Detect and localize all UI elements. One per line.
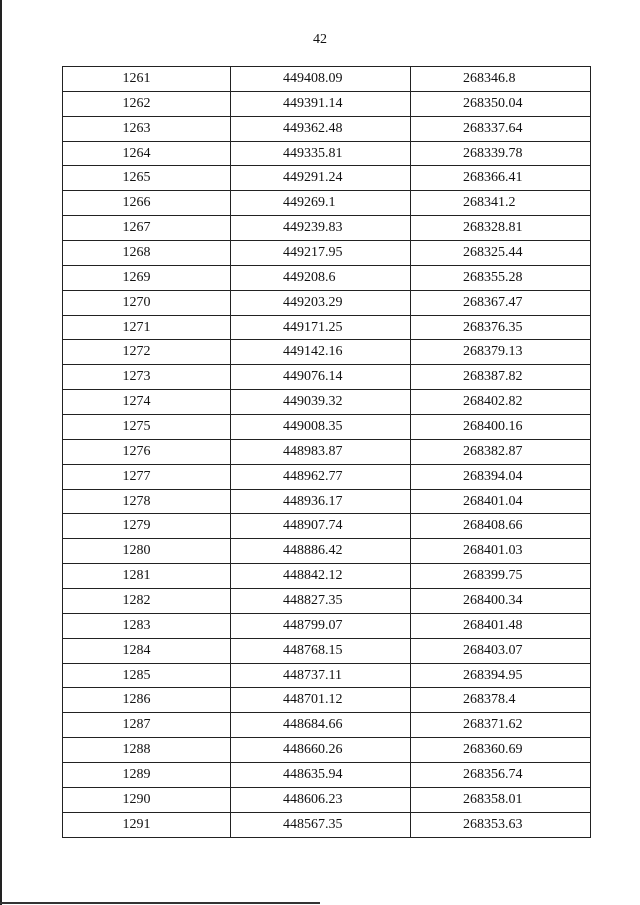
y-coordinate-cell: 268401.03	[411, 539, 591, 564]
x-coordinate-cell: 449239.83	[231, 216, 411, 241]
y-coordinate-cell: 268371.62	[411, 713, 591, 738]
x-coordinate-cell: 448983.87	[231, 439, 411, 464]
table-row	[63, 613, 591, 638]
page-left-edge	[0, 0, 2, 905]
table-row	[63, 763, 591, 788]
coordinates-table-body	[63, 67, 591, 838]
table-row	[63, 91, 591, 116]
y-coordinate-cell: 268339.78	[411, 141, 591, 166]
x-coordinate-cell: 448907.74	[231, 514, 411, 539]
table-row	[63, 514, 591, 539]
point-number-cell: 1283	[63, 613, 231, 638]
table-row	[63, 315, 591, 340]
table-row	[63, 415, 591, 440]
x-coordinate-cell: 448635.94	[231, 763, 411, 788]
table-row	[63, 365, 591, 390]
table-row	[63, 390, 591, 415]
x-coordinate-cell: 449217.95	[231, 241, 411, 266]
point-number-cell: 1265	[63, 166, 231, 191]
point-number-cell: 1272	[63, 340, 231, 365]
y-coordinate-cell: 268394.04	[411, 464, 591, 489]
x-coordinate-cell: 449208.6	[231, 265, 411, 290]
x-coordinate-cell: 448799.07	[231, 613, 411, 638]
y-coordinate-cell: 268387.82	[411, 365, 591, 390]
x-coordinate-cell: 448962.77	[231, 464, 411, 489]
x-coordinate-cell: 449203.29	[231, 290, 411, 315]
table-row	[63, 812, 591, 837]
x-coordinate-cell: 448660.26	[231, 738, 411, 763]
table-row	[63, 67, 591, 92]
point-number-cell: 1288	[63, 738, 231, 763]
y-coordinate-cell: 268358.01	[411, 787, 591, 812]
table-row	[63, 489, 591, 514]
y-coordinate-cell: 268376.35	[411, 315, 591, 340]
point-number-cell: 1269	[63, 265, 231, 290]
point-number-cell: 1281	[63, 564, 231, 589]
x-coordinate-cell: 449142.16	[231, 340, 411, 365]
point-number-cell: 1278	[63, 489, 231, 514]
y-coordinate-cell: 268382.87	[411, 439, 591, 464]
x-coordinate-cell: 449291.24	[231, 166, 411, 191]
point-number-cell: 1266	[63, 191, 231, 216]
point-number-cell: 1262	[63, 91, 231, 116]
y-coordinate-cell: 268403.07	[411, 638, 591, 663]
point-number-cell: 1270	[63, 290, 231, 315]
table-row	[63, 216, 591, 241]
x-coordinate-cell: 448827.35	[231, 589, 411, 614]
table-row	[63, 439, 591, 464]
x-coordinate-cell: 448842.12	[231, 564, 411, 589]
table-row	[63, 166, 591, 191]
table-row	[63, 638, 591, 663]
footer-rule	[0, 902, 320, 904]
point-number-cell: 1285	[63, 663, 231, 688]
point-number-cell: 1282	[63, 589, 231, 614]
x-coordinate-cell: 449408.09	[231, 67, 411, 92]
y-coordinate-cell: 268366.41	[411, 166, 591, 191]
table-row	[63, 464, 591, 489]
y-coordinate-cell: 268400.34	[411, 589, 591, 614]
table-row	[63, 141, 591, 166]
table-row	[63, 191, 591, 216]
x-coordinate-cell: 448567.35	[231, 812, 411, 837]
point-number-cell: 1264	[63, 141, 231, 166]
table-row	[63, 787, 591, 812]
x-coordinate-cell: 449008.35	[231, 415, 411, 440]
y-coordinate-cell: 268402.82	[411, 390, 591, 415]
point-number-cell: 1276	[63, 439, 231, 464]
y-coordinate-cell: 268401.48	[411, 613, 591, 638]
point-number-cell: 1290	[63, 787, 231, 812]
table-row	[63, 340, 591, 365]
y-coordinate-cell: 268346.8	[411, 67, 591, 92]
y-coordinate-cell: 268401.04	[411, 489, 591, 514]
x-coordinate-cell: 449391.14	[231, 91, 411, 116]
point-number-cell: 1287	[63, 713, 231, 738]
y-coordinate-cell: 268325.44	[411, 241, 591, 266]
table-row	[63, 688, 591, 713]
page-number: 42	[313, 32, 327, 47]
x-coordinate-cell: 448606.23	[231, 787, 411, 812]
y-coordinate-cell: 268399.75	[411, 564, 591, 589]
point-number-cell: 1271	[63, 315, 231, 340]
point-number-cell: 1261	[63, 67, 231, 92]
point-number-cell: 1289	[63, 763, 231, 788]
point-number-cell: 1280	[63, 539, 231, 564]
x-coordinate-cell: 449171.25	[231, 315, 411, 340]
x-coordinate-cell: 448886.42	[231, 539, 411, 564]
y-coordinate-cell: 268328.81	[411, 216, 591, 241]
x-coordinate-cell: 448768.15	[231, 638, 411, 663]
y-coordinate-cell: 268379.13	[411, 340, 591, 365]
x-coordinate-cell: 448936.17	[231, 489, 411, 514]
y-coordinate-cell: 268353.63	[411, 812, 591, 837]
table-row	[63, 713, 591, 738]
point-number-cell: 1291	[63, 812, 231, 837]
point-number-cell: 1277	[63, 464, 231, 489]
table-row	[63, 564, 591, 589]
x-coordinate-cell: 448701.12	[231, 688, 411, 713]
table-row	[63, 663, 591, 688]
table-row	[63, 290, 591, 315]
point-number-cell: 1268	[63, 241, 231, 266]
point-number-cell: 1279	[63, 514, 231, 539]
y-coordinate-cell: 268341.2	[411, 191, 591, 216]
point-number-cell: 1286	[63, 688, 231, 713]
y-coordinate-cell: 268360.69	[411, 738, 591, 763]
x-coordinate-cell: 449039.32	[231, 390, 411, 415]
table-row	[63, 738, 591, 763]
x-coordinate-cell: 449076.14	[231, 365, 411, 390]
point-number-cell: 1263	[63, 116, 231, 141]
y-coordinate-cell: 268350.04	[411, 91, 591, 116]
x-coordinate-cell: 448737.11	[231, 663, 411, 688]
y-coordinate-cell: 268408.66	[411, 514, 591, 539]
x-coordinate-cell: 449269.1	[231, 191, 411, 216]
x-coordinate-cell: 449335.81	[231, 141, 411, 166]
point-number-cell: 1274	[63, 390, 231, 415]
y-coordinate-cell: 268355.28	[411, 265, 591, 290]
point-number-cell: 1284	[63, 638, 231, 663]
table-row	[63, 116, 591, 141]
y-coordinate-cell: 268367.47	[411, 290, 591, 315]
y-coordinate-cell: 268400.16	[411, 415, 591, 440]
table-row	[63, 539, 591, 564]
x-coordinate-cell: 448684.66	[231, 713, 411, 738]
y-coordinate-cell: 268356.74	[411, 763, 591, 788]
coordinates-table	[62, 66, 591, 838]
table-row	[63, 265, 591, 290]
point-number-cell: 1275	[63, 415, 231, 440]
point-number-cell: 1273	[63, 365, 231, 390]
x-coordinate-cell: 449362.48	[231, 116, 411, 141]
y-coordinate-cell: 268378.4	[411, 688, 591, 713]
point-number-cell: 1267	[63, 216, 231, 241]
table-row	[63, 589, 591, 614]
table-row	[63, 241, 591, 266]
y-coordinate-cell: 268337.64	[411, 116, 591, 141]
y-coordinate-cell: 268394.95	[411, 663, 591, 688]
